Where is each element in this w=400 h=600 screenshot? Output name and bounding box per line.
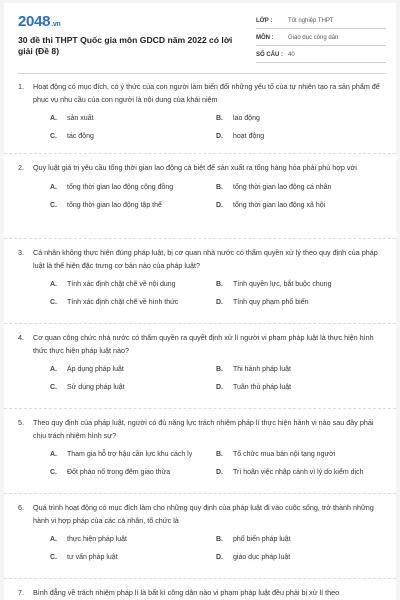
header-divider xyxy=(18,73,386,74)
option-letter: D. xyxy=(216,299,223,306)
meta-value: 40 xyxy=(288,52,295,58)
question-number: 3. xyxy=(18,248,24,257)
option-text: hoạt động xyxy=(233,133,265,140)
question-text: Quy luật giá trị yêu cầu tổng thời gian lao động cá biệt để sản xuất ra tổng hàng hóa phải phù hợp với xyxy=(33,163,357,172)
option-letter: D. xyxy=(216,201,223,209)
question-item xyxy=(4,154,396,239)
question-number: 1. xyxy=(18,82,24,91)
answer-option[interactable] xyxy=(216,383,382,393)
question-text: Hoạt động có mục đích, có ý thức của con người làm biến đổi những yếu tố của tự nhiên tạo ra sản phẩm để phục vụ nhu cầu của con người là nội dung của khái niệm xyxy=(33,82,380,104)
option-letter: A. xyxy=(50,115,57,122)
question-item xyxy=(4,239,396,324)
question-number: 2. xyxy=(18,163,24,172)
option-letter: A. xyxy=(50,183,57,191)
option-text: Tính quyền lực, bắt buộc chung xyxy=(233,281,332,288)
answer-option[interactable] xyxy=(216,132,382,142)
option-letter: B. xyxy=(216,451,223,458)
option-letter: B. xyxy=(216,366,223,373)
meta-row-class xyxy=(256,15,386,29)
answer-option[interactable] xyxy=(216,450,382,460)
option-letter: D. xyxy=(216,554,223,561)
answer-option[interactable] xyxy=(216,201,382,211)
meta-label: MÔN : xyxy=(256,35,274,41)
option-text: thực hiện pháp luật xyxy=(67,536,127,543)
answer-option[interactable] xyxy=(50,280,216,290)
answer-option[interactable] xyxy=(50,450,216,460)
question-text: Cơ quan công chức nhà nước có thẩm quyền ra quyết định xử lí người vi phạm pháp luật là thực hiện hình thức thực hiện pháp luật nào? xyxy=(33,333,374,355)
option-letter: B. xyxy=(216,281,223,288)
option-text: Tính xác định chặt chẽ về hình thức xyxy=(67,299,179,306)
option-letter: C. xyxy=(50,384,57,391)
option-text: Tổ chức mua bán nội tạng người xyxy=(233,451,336,458)
option-letter: A. xyxy=(50,536,57,543)
option-text: Sử dụng pháp luật xyxy=(67,384,125,391)
option-letter: B. xyxy=(216,115,223,122)
option-text: tác động xyxy=(67,133,94,140)
option-text: Thi hành pháp luật xyxy=(233,366,291,373)
question-list xyxy=(4,81,396,600)
document-title: 30 đề thi THPT Quốc gia môn GDCD năm 2022 có lời giải (Đề 8) xyxy=(18,35,233,56)
question-text: Cá nhân không thực hiện đúng pháp luật, bị cơ quan nhà nước có thẩm quyền xử lý theo quy định của pháp luật là thể hiện đặc trưng cơ bản nào của pháp luật? xyxy=(33,248,378,270)
answer-option[interactable] xyxy=(216,553,382,563)
answer-option[interactable] xyxy=(50,383,216,393)
answer-option[interactable] xyxy=(50,365,216,375)
meta-row-count xyxy=(256,49,386,63)
answer-option[interactable] xyxy=(50,201,216,211)
answer-option[interactable] xyxy=(50,553,216,563)
option-text: Trì hoãn việc nhập cảnh vì lý do kiểm dịch xyxy=(233,469,364,476)
option-text: tổng thời gian lao động cộng đồng xyxy=(67,183,174,191)
question-item xyxy=(4,409,396,494)
answer-option[interactable] xyxy=(50,183,216,193)
question-text: Quá trình hoạt động có mục đích làm cho những quy định của pháp luật đi vào cuộc sống, trở thành những hành vi hợp pháp của các cá nhân, tổ chức là xyxy=(33,503,374,525)
meta-value: Giáo dục công dân xyxy=(288,35,339,41)
option-text: Tham gia hỗ trợ hậu cần lực khu cách ly xyxy=(67,451,193,458)
option-letter: C. xyxy=(50,201,57,209)
option-letter: C. xyxy=(50,133,57,140)
answer-option[interactable] xyxy=(50,114,216,124)
option-text: tổng thời gian lao động cá nhân xyxy=(233,183,332,191)
meta-value: Tốt nghiệp THPT xyxy=(288,18,334,24)
answer-option[interactable] xyxy=(216,280,382,290)
question-item xyxy=(4,494,396,579)
meta-row-subject xyxy=(256,32,386,46)
answer-option[interactable] xyxy=(216,468,382,478)
answer-option[interactable] xyxy=(50,298,216,308)
option-text: Áp dụng pháp luật xyxy=(67,366,124,373)
question-text: Theo quy định của pháp luật, người có đủ năng lực trách nhiệm pháp lí thực hiện hành vi nào sau đây phải chịu trách nhiệm hình sự? xyxy=(33,418,374,440)
option-letter: D. xyxy=(216,384,223,391)
document-page xyxy=(4,3,396,600)
option-text: giáo dục pháp luật xyxy=(233,554,291,561)
question-number: 5. xyxy=(18,418,24,427)
meta-label: LỚP : xyxy=(256,18,273,24)
option-text: tổng thời gian lao động tập thể xyxy=(67,201,162,209)
question-item xyxy=(4,579,396,600)
option-letter: B. xyxy=(216,536,223,543)
option-letter: A. xyxy=(50,281,57,288)
answer-option[interactable] xyxy=(216,183,382,193)
logo-text: 2048 xyxy=(18,13,51,30)
option-text: phổ biến pháp luật xyxy=(233,536,291,543)
option-text: tổng thời gian lao động xã hội xyxy=(233,201,326,209)
answer-option[interactable] xyxy=(216,298,382,308)
option-text: Đốt pháo nổ trong đêm giao thừa xyxy=(67,469,171,476)
option-letter: B. xyxy=(216,183,223,191)
meta-label: SỐ CÂU : xyxy=(256,52,283,58)
answer-option[interactable] xyxy=(216,114,382,124)
option-letter: C. xyxy=(50,469,57,476)
answer-option[interactable] xyxy=(50,468,216,478)
question-item xyxy=(4,81,396,154)
document-header xyxy=(4,3,396,69)
answer-option[interactable] xyxy=(216,535,382,545)
option-letter: A. xyxy=(50,366,57,373)
answer-option[interactable] xyxy=(216,365,382,375)
answer-option[interactable] xyxy=(50,132,216,142)
meta-info xyxy=(256,15,386,66)
question-number: 4. xyxy=(18,333,24,342)
question-number: 7. xyxy=(18,588,24,597)
logo-suffix: .vn xyxy=(51,21,61,28)
option-text: sản xuất xyxy=(67,115,94,122)
question-text: Bình đẳng về trách nhiệm pháp lí là bất kì công dân nào vi phạm pháp luật đều phải bị xử lí theo xyxy=(33,588,340,597)
option-text: Tính xác định chặt chẽ về nội dung xyxy=(67,281,176,288)
question-item xyxy=(4,324,396,409)
answer-option[interactable] xyxy=(50,535,216,545)
option-letter: A. xyxy=(50,451,57,458)
option-text: lao động xyxy=(233,115,260,122)
option-text: Tuân thủ pháp luật xyxy=(233,384,292,391)
option-letter: C. xyxy=(50,299,57,306)
question-number: 6. xyxy=(18,503,24,512)
option-letter: C. xyxy=(50,554,57,561)
option-letter: D. xyxy=(216,133,223,140)
option-letter: D. xyxy=(216,469,223,476)
site-logo[interactable] xyxy=(18,13,60,30)
option-text: Tính quy phạm phổ biến xyxy=(233,299,309,306)
option-text: tư vấn pháp luật xyxy=(67,554,118,561)
